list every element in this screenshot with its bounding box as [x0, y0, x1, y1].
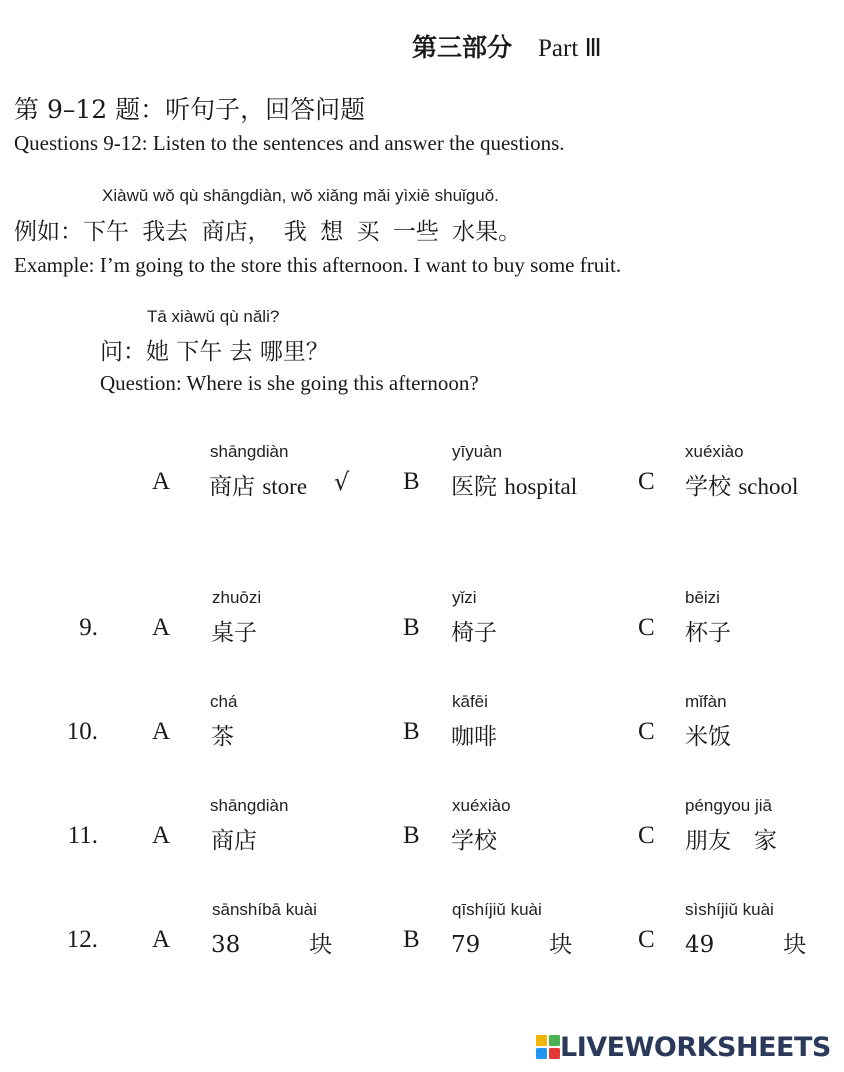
question-number: 9. — [79, 614, 98, 641]
option-letter[interactable]: A — [152, 822, 171, 849]
option-letter[interactable]: A — [152, 926, 171, 953]
option-pinyin: yīyuàn — [452, 442, 503, 461]
example-options-row — [0, 442, 844, 502]
page-title — [412, 28, 602, 64]
option-zh: 桌子 — [211, 620, 257, 646]
option-zh: 79 块 — [451, 932, 573, 958]
option-text — [451, 468, 577, 501]
option-zh: 学校 — [685, 474, 731, 500]
question-row-9 — [0, 588, 844, 648]
option-pinyin: sānshíbā kuài — [212, 900, 317, 919]
option-pinyin: bēizi — [685, 588, 720, 607]
option-pinyin: zhuōzi — [212, 588, 262, 607]
option-pinyin: yǐzi — [452, 588, 477, 607]
option-pinyin: xuéxiào — [452, 796, 511, 815]
option-zh: 咖啡 — [451, 724, 497, 750]
option-letter[interactable]: B — [403, 718, 420, 745]
option-letter[interactable]: C — [638, 718, 655, 745]
instructions-zh: 第 9–12 题：听句子，回答问题 — [14, 95, 366, 124]
instructions-en: Questions 9-12: Listen to the sentences and answer the questions. — [14, 131, 565, 155]
question-row-10 — [0, 692, 844, 752]
option-pinyin: qīshíjiǔ kuài — [452, 900, 542, 919]
option-en: store — [262, 474, 308, 499]
question-row-12 — [0, 900, 844, 960]
option-text — [685, 468, 798, 501]
option-zh: 朋友 家 — [685, 828, 777, 854]
option-pinyin: chá — [210, 692, 238, 711]
option-letter: B — [403, 468, 420, 495]
liveworksheets-logo — [536, 1032, 831, 1062]
question-number: 11. — [67, 822, 98, 849]
option-letter[interactable]: C — [638, 822, 655, 849]
question-number: 10. — [66, 718, 98, 745]
option-letter[interactable]: A — [152, 614, 171, 641]
option-letter: A — [152, 468, 171, 495]
example-en: Example: I’m going to the store this afternoon. I want to buy some fruit. — [14, 253, 622, 277]
example-pinyin: Xiàwǔ wǒ qù shāngdiàn, wǒ xiǎng mǎi yìxiē shuǐguǒ. — [102, 186, 499, 205]
option-en: school — [738, 474, 799, 499]
option-pinyin: shāngdiàn — [210, 442, 289, 461]
title-en: Part Ⅲ — [538, 35, 602, 62]
option-letter[interactable]: C — [638, 614, 655, 641]
option-en: hospital — [504, 474, 578, 499]
question-pinyin: Tā xiàwǔ qù nǎli? — [147, 307, 280, 326]
option-letter[interactable]: A — [152, 718, 171, 745]
example-zh: 例如：下午 我去 商店， 我 想 买 一些 水果。 — [14, 219, 522, 245]
option-pinyin: kāfēi — [452, 692, 488, 711]
question-en: Question: Where is she going this afternoon? — [100, 371, 479, 395]
question-zh: 问：她 下午 去 哪里？ — [100, 339, 329, 365]
option-zh: 医院 — [451, 474, 497, 500]
option-pinyin: péngyou jiā — [685, 796, 772, 815]
option-zh: 商店 — [211, 828, 257, 854]
option-zh: 茶 — [211, 724, 234, 750]
option-text — [209, 468, 307, 501]
logo-text: LIVEWORKSHEETS — [560, 1031, 831, 1063]
option-zh: 38 块 — [211, 932, 333, 958]
option-pinyin: shāngdiàn — [210, 796, 289, 815]
logo-grid-icon — [536, 1035, 560, 1059]
option-letter[interactable]: C — [638, 926, 655, 953]
option-zh: 米饭 — [685, 724, 731, 750]
option-letter[interactable]: B — [403, 926, 420, 953]
option-letter[interactable]: B — [403, 614, 420, 641]
option-pinyin: mǐfàn — [685, 692, 727, 711]
option-zh: 学校 — [451, 828, 497, 854]
option-zh: 49 块 — [685, 932, 807, 958]
question-number: 12. — [66, 926, 98, 953]
check-mark-icon: √ — [334, 468, 350, 496]
option-letter: C — [638, 468, 655, 495]
option-pinyin: xuéxiào — [685, 442, 744, 461]
option-letter[interactable]: B — [403, 822, 420, 849]
option-zh: 商店 — [209, 474, 255, 500]
option-pinyin: sìshíjiǔ kuài — [685, 900, 774, 919]
option-zh: 杯子 — [685, 620, 731, 646]
title-zh: 第三部分 — [412, 33, 513, 62]
option-zh: 椅子 — [451, 620, 497, 646]
question-row-11 — [0, 796, 844, 856]
